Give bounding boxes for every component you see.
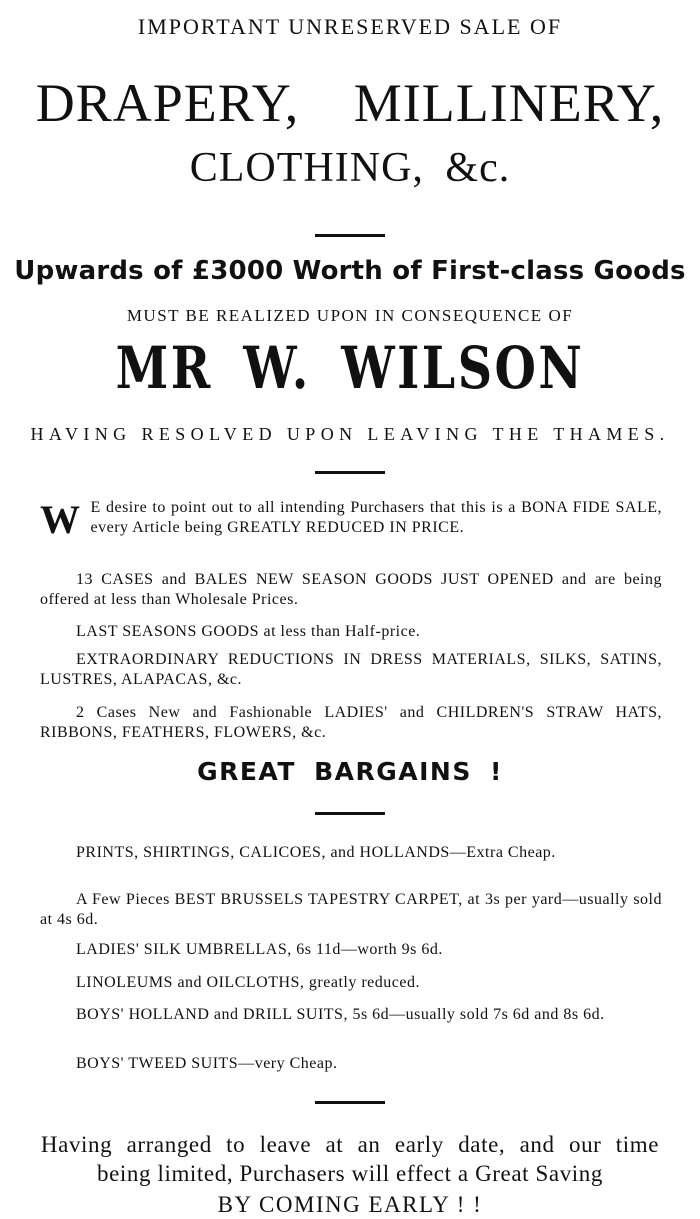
divider-rule (315, 234, 385, 237)
sale-item-text: 13 CASES and BALES NEW SEASON GOODS JUST OPENED and are being offered at less than Wholesale Prices. (40, 571, 662, 608)
bargain-item-text: BOYS' HOLLAND and DRILL SUITS, 5s 6d—usually sold 7s 6d and 8s 6d. (76, 1006, 605, 1023)
divider-rule (315, 471, 385, 474)
divider-rule (315, 1101, 385, 1104)
bargain-item (40, 940, 662, 960)
closing-line-3: BY COMING EARLY ! ! (217, 1192, 483, 1217)
bargain-item (40, 843, 662, 863)
bargain-item (40, 1005, 662, 1025)
intro-text: E desire to point out to all intending Purchasers that this is a BONA FIDE SALE, every Article being GREATLY REDUCED IN PRICE. (90, 499, 662, 536)
bargain-item (40, 1054, 662, 1074)
bargain-item-text: LADIES' SILK UMBRELLAS, 6s 11d—worth 9s 6d. (76, 941, 443, 958)
sale-item (40, 703, 662, 743)
bargain-item (40, 973, 662, 993)
headline-upwards: Upwards of £3000 Worth of First-class Goods (14, 256, 686, 286)
header-line-clothing: CLOTHING, &c. (189, 145, 511, 191)
merchant-name: MR W. WILSON (115, 334, 585, 402)
sale-item (40, 570, 662, 610)
bargain-item (40, 890, 662, 930)
bargain-item-text: PRINTS, SHIRTINGS, CALICOES, and HOLLANDS—Extra Cheap. (76, 844, 556, 861)
sale-item-text: LAST SEASONS GOODS at less than Half-price. (76, 623, 421, 640)
sale-item-text: EXTRAORDINARY REDUCTIONS IN DRESS MATERIALS, SILKS, SATINS, LUSTRES, ALAPACAS, &c. (40, 651, 662, 688)
closing-line-1: Having arranged to leave at an early date, and our time (40, 1132, 660, 1157)
sale-item (40, 650, 662, 690)
bargain-item-text: BOYS' TWEED SUITS—very Cheap. (76, 1055, 338, 1072)
subhead-must-realize: MUST BE REALIZED UPON IN CONSEQUENCE OF (126, 306, 574, 325)
closing-line-2: being limited, Purchasers will effect a Great Saving (97, 1161, 603, 1186)
divider-rule (315, 812, 385, 815)
sale-item-text: 2 Cases New and Fashionable LADIES' and CHILDREN'S STRAW HATS, RIBBONS, FEATHERS, FLOWERS, &c. (40, 704, 662, 741)
bargains-heading: GREAT BARGAINS ! (197, 757, 503, 786)
bargain-item-text: LINOLEUMS and OILCLOTHS, greatly reduced. (76, 974, 420, 991)
intro-paragraph (40, 497, 662, 542)
sale-item (40, 622, 662, 642)
subhead-leaving-thames: HAVING RESOLVED UPON LEAVING THE THAMES. (30, 424, 670, 444)
header-line-drapery: DRAPERY, MILLINERY, (35, 73, 665, 133)
header-line-sale: IMPORTANT UNRESERVED SALE OF (137, 14, 563, 39)
bargain-item-text: A Few Pieces BEST BRUSSELS TAPESTRY CARPET, at 3s per yard—usually sold at 4s 6d. (40, 891, 662, 928)
drop-cap: W (40, 497, 81, 542)
